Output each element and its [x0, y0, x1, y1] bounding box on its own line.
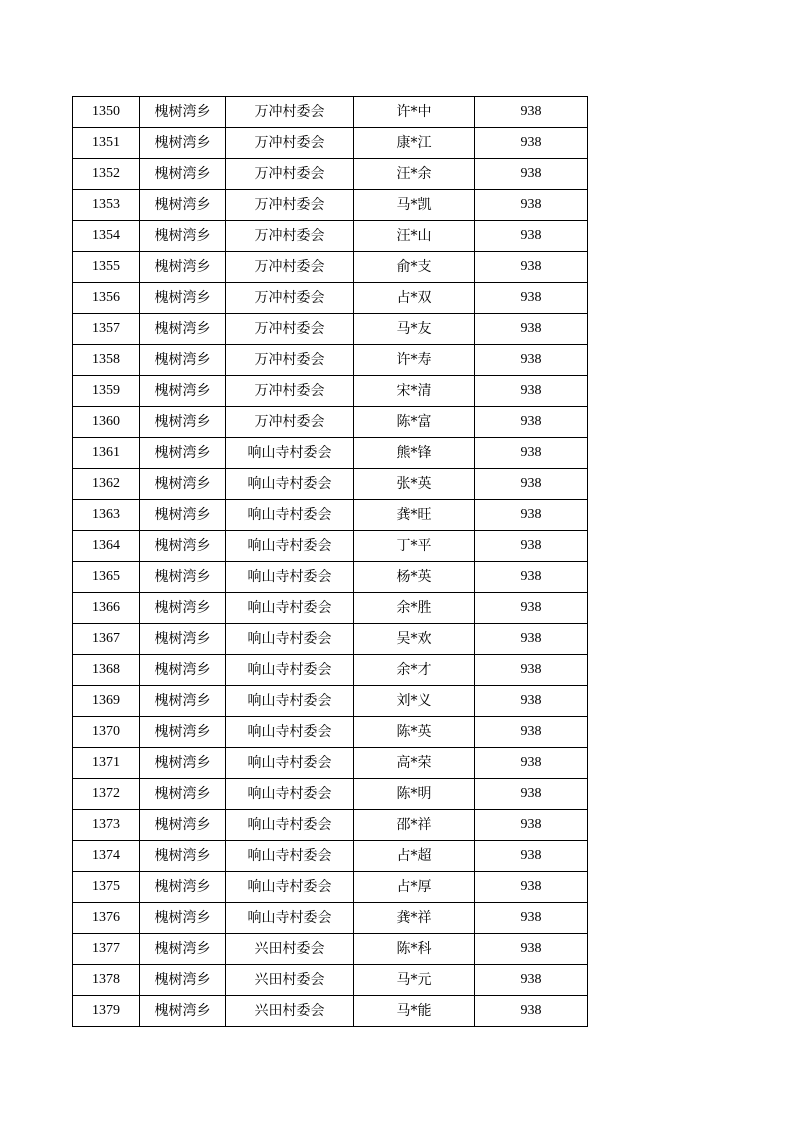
township-cell: 槐树湾乡	[140, 717, 226, 748]
row-number-cell: 1358	[73, 345, 140, 376]
table-row	[73, 903, 588, 934]
village-committee-cell: 响山寺村委会	[226, 438, 354, 469]
table-row	[73, 841, 588, 872]
township-cell: 槐树湾乡	[140, 252, 226, 283]
township-cell: 槐树湾乡	[140, 996, 226, 1027]
village-committee-cell: 万冲村委会	[226, 128, 354, 159]
table-row	[73, 965, 588, 996]
township-cell: 槐树湾乡	[140, 810, 226, 841]
village-committee-cell: 万冲村委会	[226, 283, 354, 314]
table-row	[73, 996, 588, 1027]
row-number-cell: 1375	[73, 872, 140, 903]
row-number-cell: 1372	[73, 779, 140, 810]
village-committee-cell: 响山寺村委会	[226, 686, 354, 717]
village-committee-cell: 响山寺村委会	[226, 469, 354, 500]
village-committee-cell: 兴田村委会	[226, 965, 354, 996]
person-name-cell: 许*中	[354, 97, 475, 128]
township-cell: 槐树湾乡	[140, 407, 226, 438]
row-number-cell: 1360	[73, 407, 140, 438]
row-number-cell: 1356	[73, 283, 140, 314]
township-cell: 槐树湾乡	[140, 686, 226, 717]
table-row	[73, 190, 588, 221]
township-cell: 槐树湾乡	[140, 500, 226, 531]
person-name-cell: 张*英	[354, 469, 475, 500]
person-name-cell: 康*江	[354, 128, 475, 159]
row-number-cell: 1368	[73, 655, 140, 686]
amount-cell: 938	[475, 934, 588, 965]
table-row	[73, 97, 588, 128]
row-number-cell: 1361	[73, 438, 140, 469]
person-name-cell: 宋*清	[354, 376, 475, 407]
village-committee-cell: 响山寺村委会	[226, 841, 354, 872]
table-row	[73, 159, 588, 190]
person-name-cell: 杨*英	[354, 562, 475, 593]
village-committee-cell: 万冲村委会	[226, 190, 354, 221]
person-name-cell: 陈*科	[354, 934, 475, 965]
amount-cell: 938	[475, 376, 588, 407]
row-number-cell: 1378	[73, 965, 140, 996]
township-cell: 槐树湾乡	[140, 190, 226, 221]
person-name-cell: 吴*欢	[354, 624, 475, 655]
table-row	[73, 562, 588, 593]
row-number-cell: 1350	[73, 97, 140, 128]
township-cell: 槐树湾乡	[140, 748, 226, 779]
data-table	[72, 96, 588, 1027]
township-cell: 槐树湾乡	[140, 655, 226, 686]
amount-cell: 938	[475, 965, 588, 996]
village-committee-cell: 万冲村委会	[226, 345, 354, 376]
person-name-cell: 俞*支	[354, 252, 475, 283]
person-name-cell: 马*凯	[354, 190, 475, 221]
row-number-cell: 1379	[73, 996, 140, 1027]
table-row	[73, 376, 588, 407]
village-committee-cell: 响山寺村委会	[226, 624, 354, 655]
village-committee-cell: 响山寺村委会	[226, 593, 354, 624]
amount-cell: 938	[475, 469, 588, 500]
amount-cell: 938	[475, 159, 588, 190]
table-row	[73, 252, 588, 283]
village-committee-cell: 响山寺村委会	[226, 655, 354, 686]
table-row	[73, 283, 588, 314]
person-name-cell: 邵*祥	[354, 810, 475, 841]
row-number-cell: 1352	[73, 159, 140, 190]
amount-cell: 938	[475, 283, 588, 314]
person-name-cell: 陈*英	[354, 717, 475, 748]
person-name-cell: 马*友	[354, 314, 475, 345]
table-row	[73, 934, 588, 965]
village-committee-cell: 响山寺村委会	[226, 717, 354, 748]
row-number-cell: 1357	[73, 314, 140, 345]
amount-cell: 938	[475, 438, 588, 469]
table-row	[73, 624, 588, 655]
township-cell: 槐树湾乡	[140, 283, 226, 314]
table-row	[73, 438, 588, 469]
row-number-cell: 1370	[73, 717, 140, 748]
amount-cell: 938	[475, 190, 588, 221]
township-cell: 槐树湾乡	[140, 97, 226, 128]
township-cell: 槐树湾乡	[140, 469, 226, 500]
village-committee-cell: 响山寺村委会	[226, 531, 354, 562]
table-row	[73, 345, 588, 376]
person-name-cell: 龚*祥	[354, 903, 475, 934]
person-name-cell: 马*元	[354, 965, 475, 996]
person-name-cell: 熊*锋	[354, 438, 475, 469]
row-number-cell: 1367	[73, 624, 140, 655]
person-name-cell: 余*胜	[354, 593, 475, 624]
table-body	[73, 97, 588, 1027]
amount-cell: 938	[475, 531, 588, 562]
amount-cell: 938	[475, 686, 588, 717]
row-number-cell: 1373	[73, 810, 140, 841]
table-row	[73, 407, 588, 438]
amount-cell: 938	[475, 996, 588, 1027]
row-number-cell: 1371	[73, 748, 140, 779]
person-name-cell: 占*厚	[354, 872, 475, 903]
village-committee-cell: 万冲村委会	[226, 159, 354, 190]
row-number-cell: 1359	[73, 376, 140, 407]
amount-cell: 938	[475, 221, 588, 252]
person-name-cell: 占*双	[354, 283, 475, 314]
village-committee-cell: 万冲村委会	[226, 97, 354, 128]
row-number-cell: 1366	[73, 593, 140, 624]
village-committee-cell: 万冲村委会	[226, 314, 354, 345]
amount-cell: 938	[475, 314, 588, 345]
amount-cell: 938	[475, 252, 588, 283]
row-number-cell: 1362	[73, 469, 140, 500]
table-row	[73, 593, 588, 624]
row-number-cell: 1376	[73, 903, 140, 934]
table-row	[73, 469, 588, 500]
person-name-cell: 高*荣	[354, 748, 475, 779]
township-cell: 槐树湾乡	[140, 438, 226, 469]
village-committee-cell: 响山寺村委会	[226, 810, 354, 841]
village-committee-cell: 响山寺村委会	[226, 748, 354, 779]
amount-cell: 938	[475, 407, 588, 438]
person-name-cell: 余*才	[354, 655, 475, 686]
row-number-cell: 1364	[73, 531, 140, 562]
person-name-cell: 陈*富	[354, 407, 475, 438]
village-committee-cell: 响山寺村委会	[226, 872, 354, 903]
amount-cell: 938	[475, 562, 588, 593]
person-name-cell: 汪*余	[354, 159, 475, 190]
row-number-cell: 1365	[73, 562, 140, 593]
table-row	[73, 221, 588, 252]
row-number-cell: 1351	[73, 128, 140, 159]
table-row	[73, 779, 588, 810]
amount-cell: 938	[475, 717, 588, 748]
amount-cell: 938	[475, 810, 588, 841]
township-cell: 槐树湾乡	[140, 128, 226, 159]
village-committee-cell: 万冲村委会	[226, 221, 354, 252]
township-cell: 槐树湾乡	[140, 872, 226, 903]
person-name-cell: 陈*明	[354, 779, 475, 810]
person-name-cell: 龚*旺	[354, 500, 475, 531]
row-number-cell: 1363	[73, 500, 140, 531]
table-row	[73, 686, 588, 717]
person-name-cell: 汪*山	[354, 221, 475, 252]
table-row	[73, 655, 588, 686]
row-number-cell: 1374	[73, 841, 140, 872]
township-cell: 槐树湾乡	[140, 562, 226, 593]
person-name-cell: 许*寿	[354, 345, 475, 376]
township-cell: 槐树湾乡	[140, 221, 226, 252]
amount-cell: 938	[475, 500, 588, 531]
township-cell: 槐树湾乡	[140, 903, 226, 934]
row-number-cell: 1377	[73, 934, 140, 965]
amount-cell: 938	[475, 593, 588, 624]
village-committee-cell: 兴田村委会	[226, 934, 354, 965]
amount-cell: 938	[475, 97, 588, 128]
village-committee-cell: 万冲村委会	[226, 252, 354, 283]
village-committee-cell: 兴田村委会	[226, 996, 354, 1027]
row-number-cell: 1369	[73, 686, 140, 717]
village-committee-cell: 响山寺村委会	[226, 779, 354, 810]
township-cell: 槐树湾乡	[140, 159, 226, 190]
person-name-cell: 丁*平	[354, 531, 475, 562]
table-row	[73, 314, 588, 345]
table-row	[73, 872, 588, 903]
amount-cell: 938	[475, 655, 588, 686]
table-row	[73, 531, 588, 562]
table-row	[73, 500, 588, 531]
amount-cell: 938	[475, 128, 588, 159]
person-name-cell: 刘*义	[354, 686, 475, 717]
village-committee-cell: 响山寺村委会	[226, 903, 354, 934]
amount-cell: 938	[475, 872, 588, 903]
table-row	[73, 717, 588, 748]
table-row	[73, 810, 588, 841]
person-name-cell: 占*超	[354, 841, 475, 872]
village-committee-cell: 万冲村委会	[226, 376, 354, 407]
amount-cell: 938	[475, 841, 588, 872]
township-cell: 槐树湾乡	[140, 965, 226, 996]
table-row	[73, 748, 588, 779]
township-cell: 槐树湾乡	[140, 841, 226, 872]
row-number-cell: 1353	[73, 190, 140, 221]
township-cell: 槐树湾乡	[140, 314, 226, 345]
village-committee-cell: 万冲村委会	[226, 407, 354, 438]
amount-cell: 938	[475, 748, 588, 779]
row-number-cell: 1355	[73, 252, 140, 283]
township-cell: 槐树湾乡	[140, 531, 226, 562]
township-cell: 槐树湾乡	[140, 624, 226, 655]
village-committee-cell: 响山寺村委会	[226, 500, 354, 531]
amount-cell: 938	[475, 779, 588, 810]
amount-cell: 938	[475, 345, 588, 376]
township-cell: 槐树湾乡	[140, 779, 226, 810]
township-cell: 槐树湾乡	[140, 593, 226, 624]
township-cell: 槐树湾乡	[140, 934, 226, 965]
amount-cell: 938	[475, 624, 588, 655]
village-committee-cell: 响山寺村委会	[226, 562, 354, 593]
township-cell: 槐树湾乡	[140, 376, 226, 407]
row-number-cell: 1354	[73, 221, 140, 252]
table-row	[73, 128, 588, 159]
township-cell: 槐树湾乡	[140, 345, 226, 376]
amount-cell: 938	[475, 903, 588, 934]
person-name-cell: 马*能	[354, 996, 475, 1027]
